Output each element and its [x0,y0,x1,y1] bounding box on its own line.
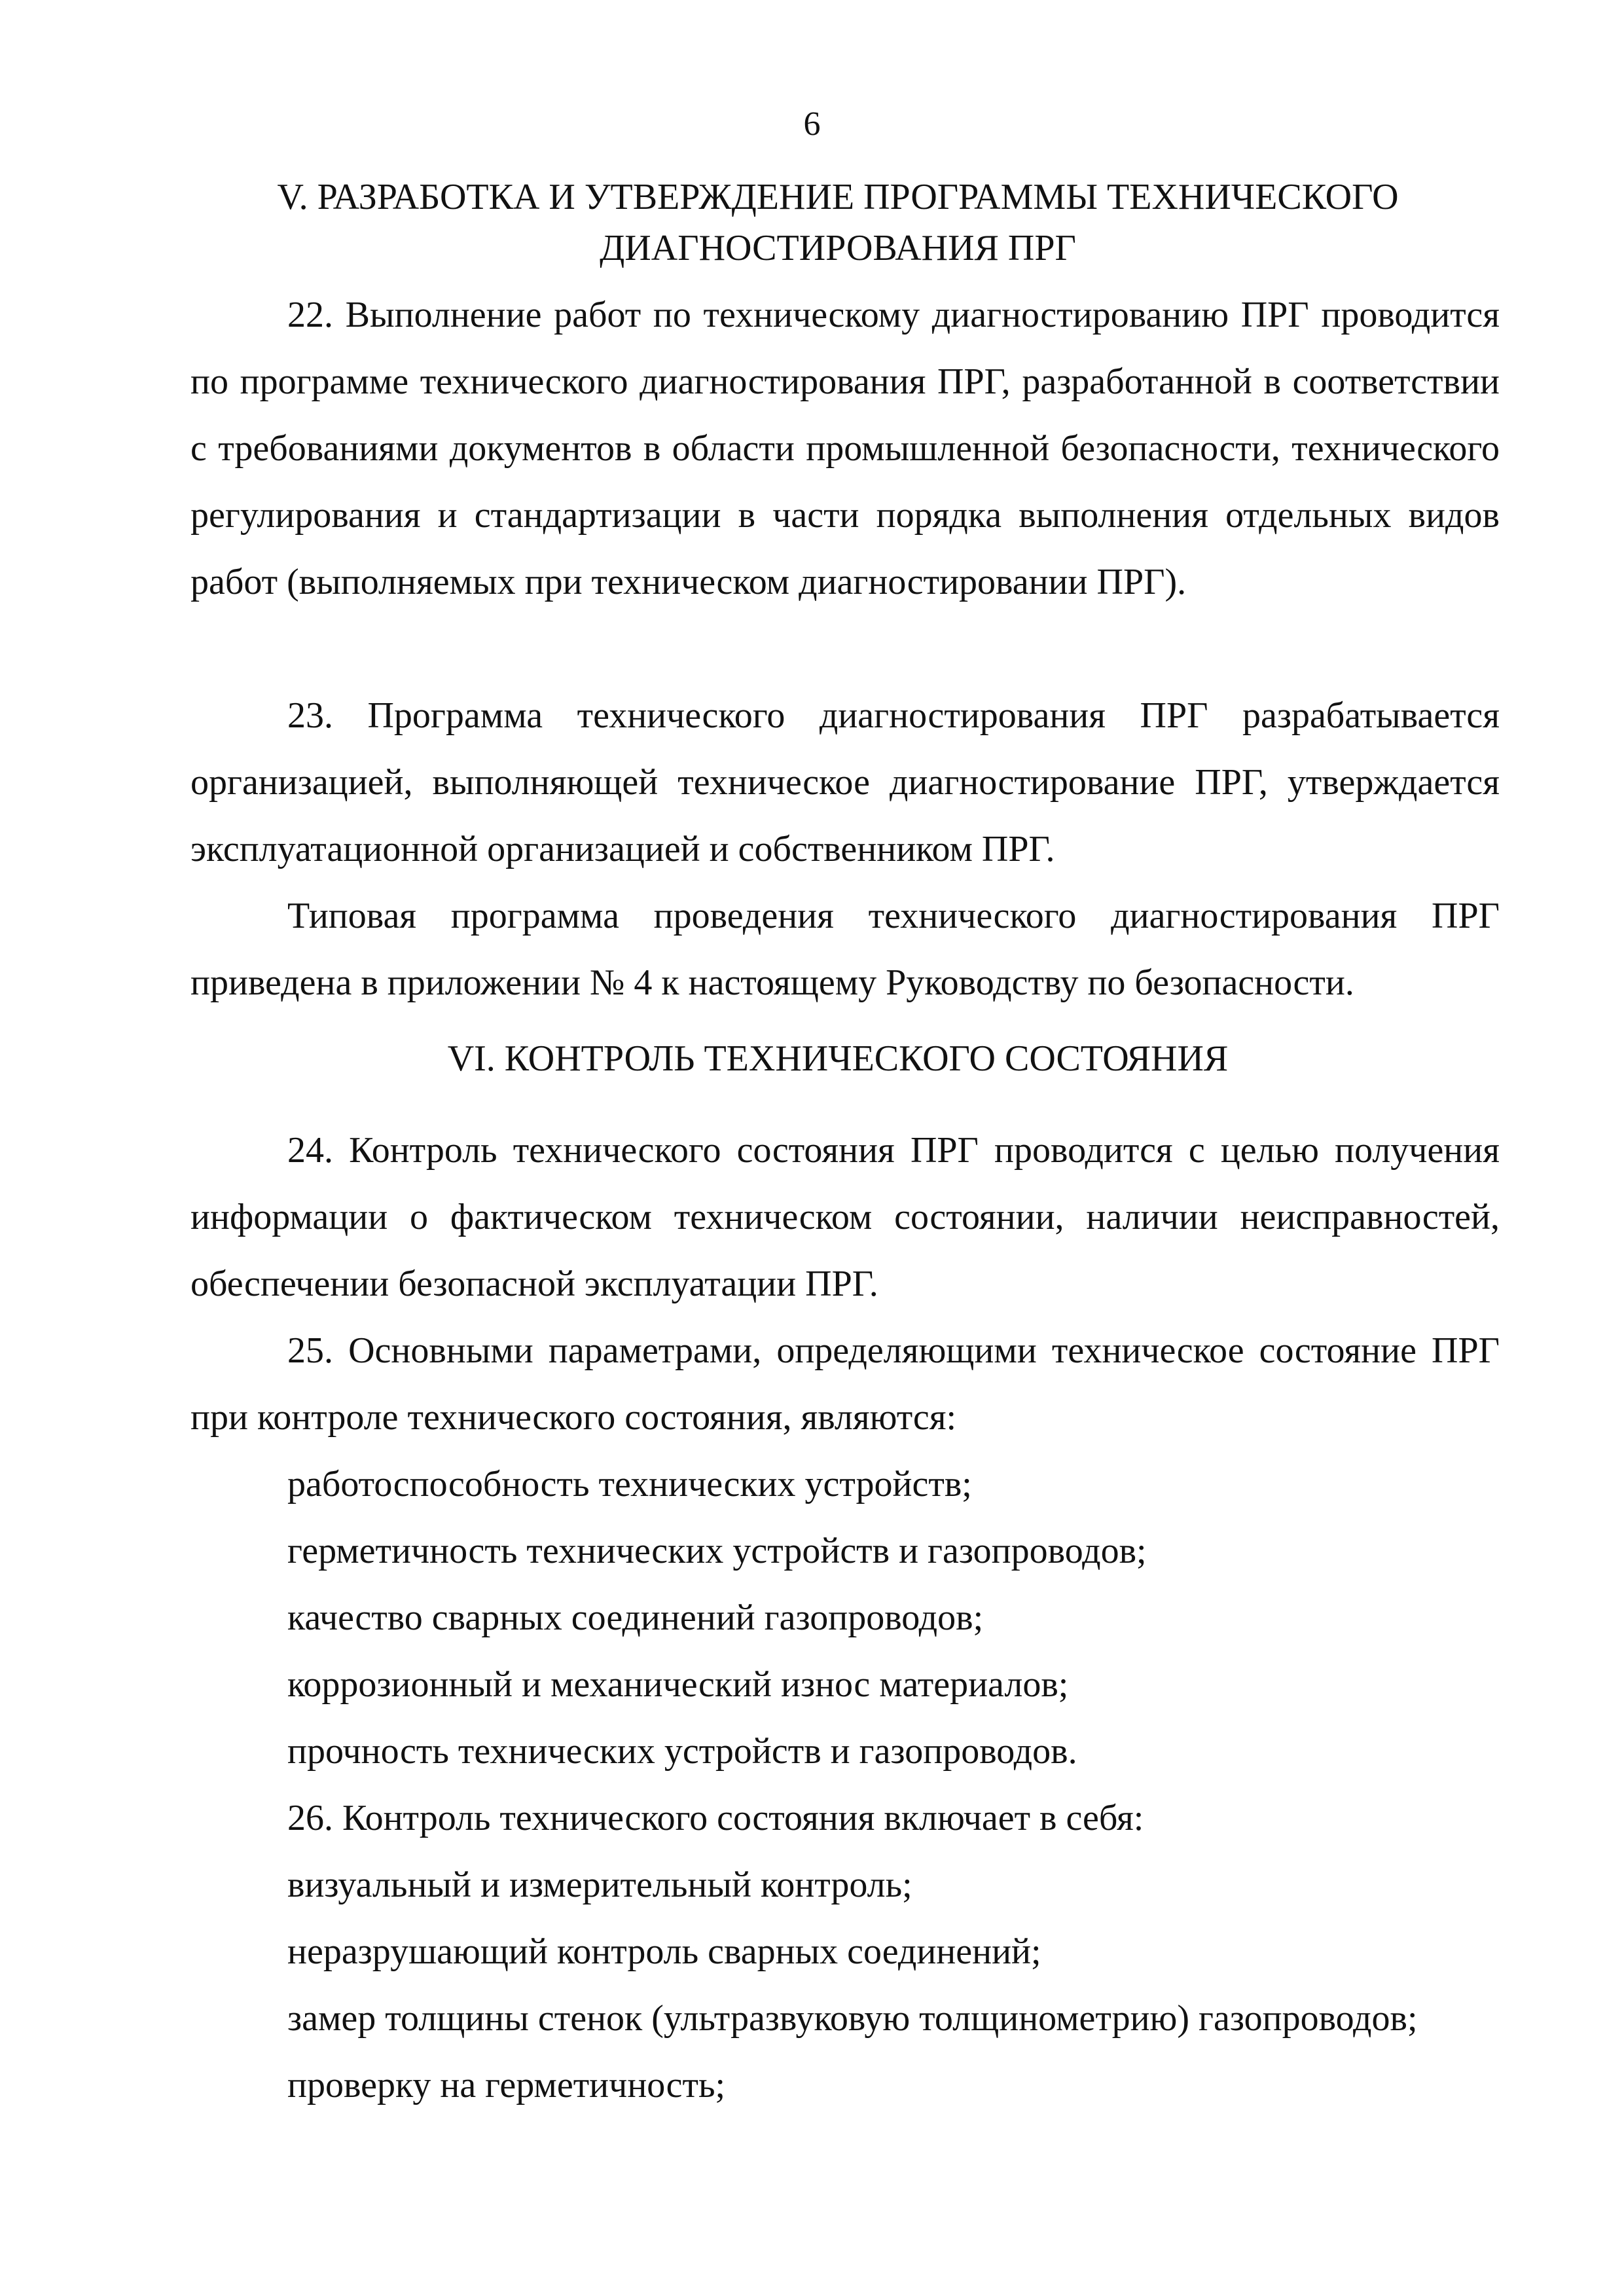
section-6-heading: VI. КОНТРОЛЬ ТЕХНИЧЕСКОГО СОСТОЯНИЯ [447,1038,1229,1079]
paragraph-23-typical-program: Типовая программа проведения технического диагностирования ПРГ приведена в приложении № 4 к настоящему Руководству по безопасности. [190,896,1500,1003]
list-item: прочность технических устройств и газопроводов. [287,1731,1077,1772]
section-5-heading: V. РАЗРАБОТКА И УТВЕРЖДЕНИЕ ПРОГРАММЫ ТЕХНИЧЕСКОГО ДИАГНОСТИРОВАНИЯ ПРГ [277,177,1399,268]
paragraph-22: 22. Выполнение работ по техническому диагностированию ПРГ проводится по программе технического диагностирования ПРГ, разработанной в соответствии с требованиями документов в области промышленной безопасности, технического регулирования и стандартизации в части порядка выполнения отдельных видов работ (выполняемых при техническом диагностировании ПРГ). [190,295,1500,602]
list-item: качество сварных соединений газопроводов; [287,1597,984,1638]
page-number: 6 [803,105,821,143]
paragraph-24: 24. Контроль технического состояния ПРГ проводится с целью получения информации о фактическом техническом состоянии, наличии неисправностей, обеспечении безопасной эксплуатации ПРГ. [190,1130,1500,1304]
list-item: неразрушающий контроль сварных соединений; [287,1931,1041,1972]
paragraph-25: 25. Основными параметрами, определяющими техническое состояние ПРГ при контроле технического состояния, являются: [190,1330,1500,1438]
paragraph-23: 23. Программа технического диагностирования ПРГ разрабатывается организацией, выполняющей техническое диагностирование ПРГ, утверждается эксплуатационной организацией и собственником ПРГ. [190,695,1500,869]
paragraph-26: 26. Контроль технического состояния включает в себя: [287,1798,1144,1838]
list-item: коррозионный и механический износ материалов; [287,1664,1069,1705]
list-item: работоспособность технических устройств; [287,1464,972,1504]
list-item: замер толщины стенок (ультразвуковую толщинометрию) газопроводов; [287,1998,1418,2039]
list-item: проверку на герметичность; [287,2065,726,2105]
list-item: герметичность технических устройств и газопроводов; [287,1531,1147,1571]
list-item: визуальный и измерительный контроль; [287,1865,912,1905]
